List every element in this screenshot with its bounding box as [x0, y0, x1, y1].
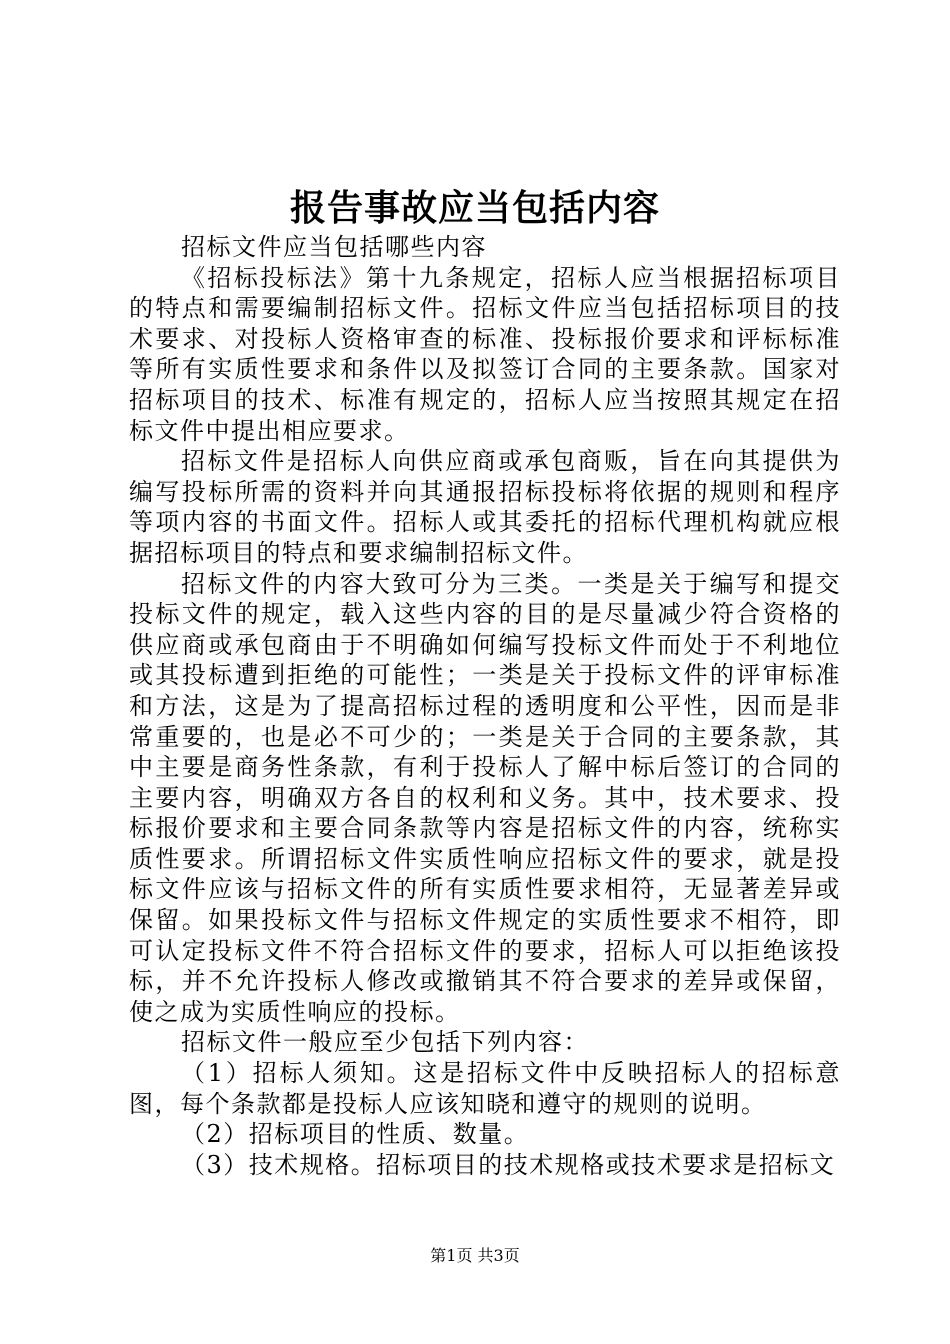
- paragraph: 《招标投标法》第十九条规定，招标人应当根据招标项目的特点和需要编制招标文件。招标文件应当包括招标项目的技术要求、对投标人资格审查的标准、投标报价要求和评标标准等所有实质性要求和条件以及拟签订合同的主要条款。国家对招标项目的技术、标准有规定的，招标人应当按照其规定在招标文件中提出相应要求。: [129, 263, 841, 445]
- page-title: 报告事故应当包括内容: [289, 187, 660, 229]
- page-footer: 第1页 共3页: [430, 1246, 520, 1265]
- paragraph: 招标文件一般应至少包括下列内容：: [181, 1028, 589, 1057]
- paragraph: 招标文件的内容大致可分为三类。一类是关于编写和提交投标文件的规定，载入这些内容的目的是尽量减少符合资格的供应商或承包商由于不明确如何编写投标文件而处于不利地位或其投标遭到拒绝的可能性；一类是关于投标文件的评审标准和方法，这是为了提高招标过程的透明度和公平性，因而是非常重要的，也是必不可少的；一类是关于合同的主要条款，其中主要是商务性条款，有利于投标人了解中标后签订的合同的主要内容，明确双方各自的权利和义务。其中，技术要求、投标报价要求和主要合同条款等内容是招标文件的内容，统称实质性要求。所谓招标文件实质性响应招标文件的要求，就是投标文件应该与招标文件的所有实质性要求相符，无显著差异或保留。如果投标文件与招标文件规定的实质性要求不相符，即可认定投标文件不符合招标文件的要求，招标人可以拒绝该投标，并不允许投标人修改或撤销其不符合要求的差异或保留，使之成为实质性响应的投标。: [129, 569, 841, 1026]
- list-item: （1）招标人须知。这是招标文件中反映招标人的招标意图，每个条款都是投标人应该知晓和遵守的规则的说明。: [129, 1059, 841, 1118]
- paragraph-subheading: 招标文件应当包括哪些内容: [181, 233, 487, 261]
- document-body: [129, 232, 841, 1180]
- paragraph: 招标文件是招标人向供应商或承包商贩，旨在向其提供为编写投标所需的资料并向其通报招标投标将依据的规则和程序等项内容的书面文件。招标人或其委托的招标代理机构就应根据招标项目的特点和要求编制招标文件。: [129, 447, 841, 567]
- list-item: （3）技术规格。招标项目的技术规格或技术要求是招标文: [181, 1150, 836, 1179]
- list-item: （2）招标项目的性质、数量。: [181, 1120, 530, 1149]
